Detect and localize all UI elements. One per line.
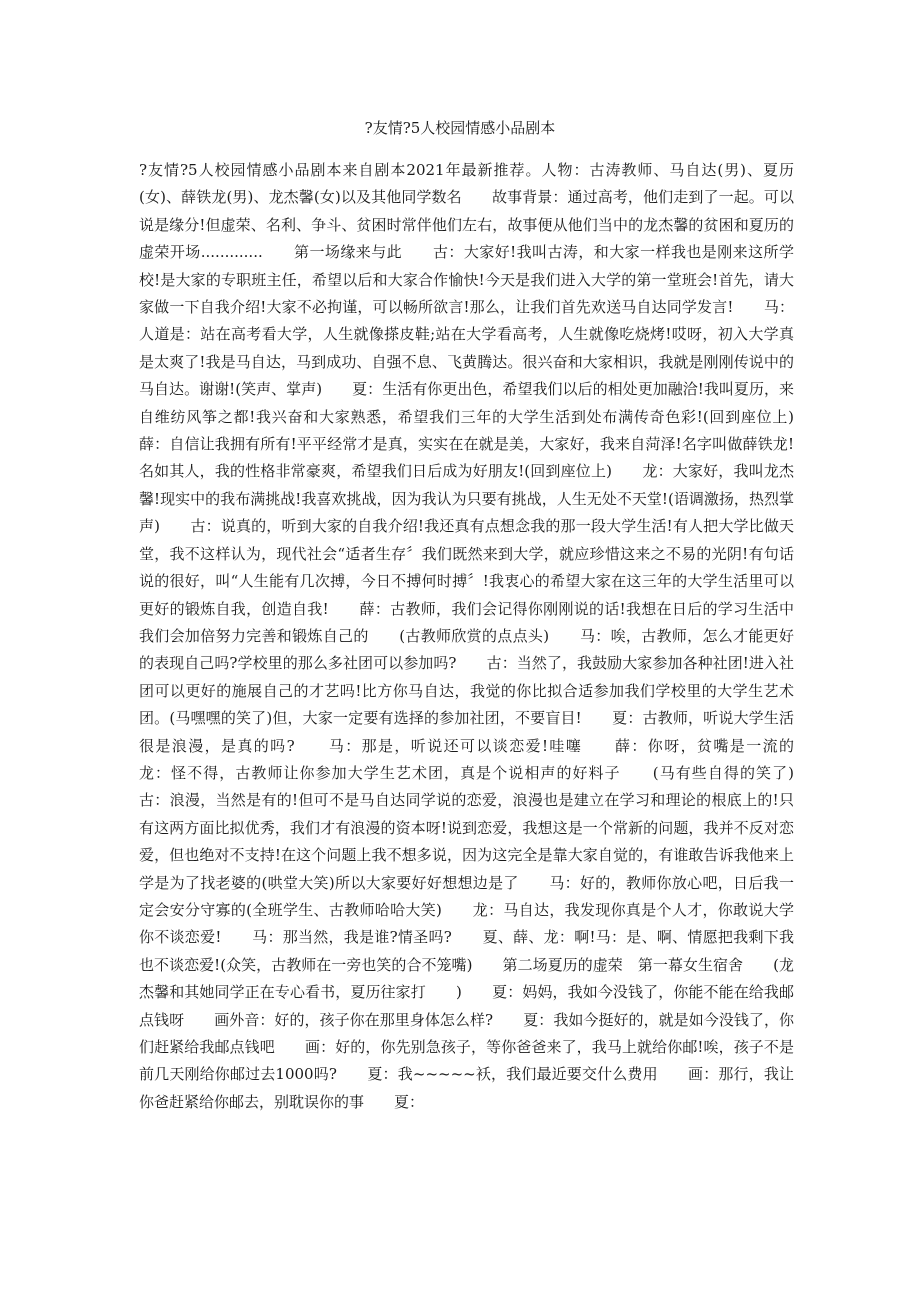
document-body: ?友情?5人校园情感小品剧本来自剧本2021年最新推荐。人物：古涛教师、马自达(男)、夏历(女)、薛铁龙(男)、龙杰馨(女)以及其他同学数名 故事背景：通过高考，他们走到了一起。可以说是缘分!但虚荣、名利、争斗、贫困时常伴他们左右，故事便从他们当中的龙杰馨的贫困和夏历的虚荣开场............. 第一场缘来与此 古：大家好!我叫古涛，和大家一样我也是刚来这所学校!是大家的专职班主任，希望以后和大家合作愉快!今天是我们进入大学的第一堂班会!首先，请大家做一下自我介绍!大家不必拘谨，可以畅所欲言!那么，让我们首先欢送马自达同学发言! 马：人道是：站在高考看大学，人生就像搽皮鞋;站在大学看高考，人生就像吃烧烤!哎呀，初入大学真是太爽了!我是马自达，马到成功、自强不息、飞黄腾达。很兴奋和大家相识，我就是刚刚传说中的马自达。谢谢!(笑声、掌声) 夏：生活有你更出色，希望我们以后的相处更加融洽!我叫夏历，来自维纺风筝之都!我兴奋和大家熟悉，希望我们三年的大学生活到处布满传奇色彩!(回到座位上) 薛：自信让我拥有所有!平平经常才是真，实实在在就是美，大家好，我来自菏泽!名字叫做薛铁龙!名如其人，我的性格非常豪爽，希望我们日后成为好朋友!(回到座位上) 龙：大家好，我叫龙杰馨!现实中的我布满挑战!我喜欢挑战，因为我认为只要有挑战，人生无处不天堂!(语调激扬，热烈掌声) 古：说真的，听到大家的自我介绍!我还真有点想念我的那一段大学生活!有人把大学比做天堂，我不这样认为，现代社会“适者生存〞我们既然来到大学，就应珍惜这来之不易的光阴!有句话说的很好，叫“人生能有几次搏，今日不搏何时搏〞!我衷心的希望大家在这三年的大学生活里可以更好的锻炼自我，创造自我! 薛：古教师，我们会记得你刚刚说的话!我想在日后的学习生活中我们会加倍努力完善和锻炼自己的 (古教师欣赏的点点头) 马：唉，古教师，怎么才能更好的表现自己吗?学校里的那么多社团可以参加吗? 古：当然了，我鼓励大家参加各种社团!进入社团可以更好的施展自己的才艺吗!比方你马自达，我觉的你比拟合适参加我们学校里的大学生艺术团。(马嘿嘿的笑了)但，大家一定要有选择的参加社团，不要盲目! 夏：古教师，听说大学生活很是浪漫，是真的吗? 马：那是，听说还可以谈恋爱!哇噻 薛：你呀，贫嘴是一流的 龙：怪不得，古教师让你参加大学生艺术团，真是个说相声的好料子 (马有些自得的笑了) 古：浪漫，当然是有的!但可不是马自达同学说的恋爱，浪漫也是建立在学习和理论的根底上的!只有这两方面比拟优秀，我们才有浪漫的资本呀!说到恋爱，我想这是一个常新的问题，我并不反对恋爱，但也绝对不支持!在这个问题上我不想多说，因为这完全是靠大家自觉的，有谁敢告诉我他来上学是为了找老婆的(哄堂大笑)所以大家要好好想想边是了 马：好的，教师你放心吧，日后我一定会安分守寡的(全班学生、古教师哈哈大笑) 龙：马自达，我发现你真是个人才，你敢说大学你不谈恋爱! 马：那当然，我是谁?情圣吗? 夏、薛、龙：啊!马：是、啊、情愿把我剩下我也不谈恋爱!(众笑，古教师在一旁也笑的合不笼嘴) 第二场夏历的虚荣 第一幕女生宿舍 (龙杰馨和其她同学正在专心看书，夏历往家打 ) 夏：妈妈，我如今没钱了，你能不能在给我邮点钱呀 画外音：好的，孩子你在那里身体怎么样? 夏：我如今挺好的，就是如今没钱了，你们赶紧给我邮点钱吧 画：好的，你先别急孩子，等你爸爸来了，我马上就给你邮!唉，孩子不是前几天刚给你邮过去1000吗? 夏：我~~~~~袄，我们最近要交什么费用 画：那行，我让你爸赶紧给你邮去，别耽误你的事 夏： — [139, 161, 825, 1111]
document-title: ?友情?5人校园情感小品剧本 — [364, 119, 556, 137]
